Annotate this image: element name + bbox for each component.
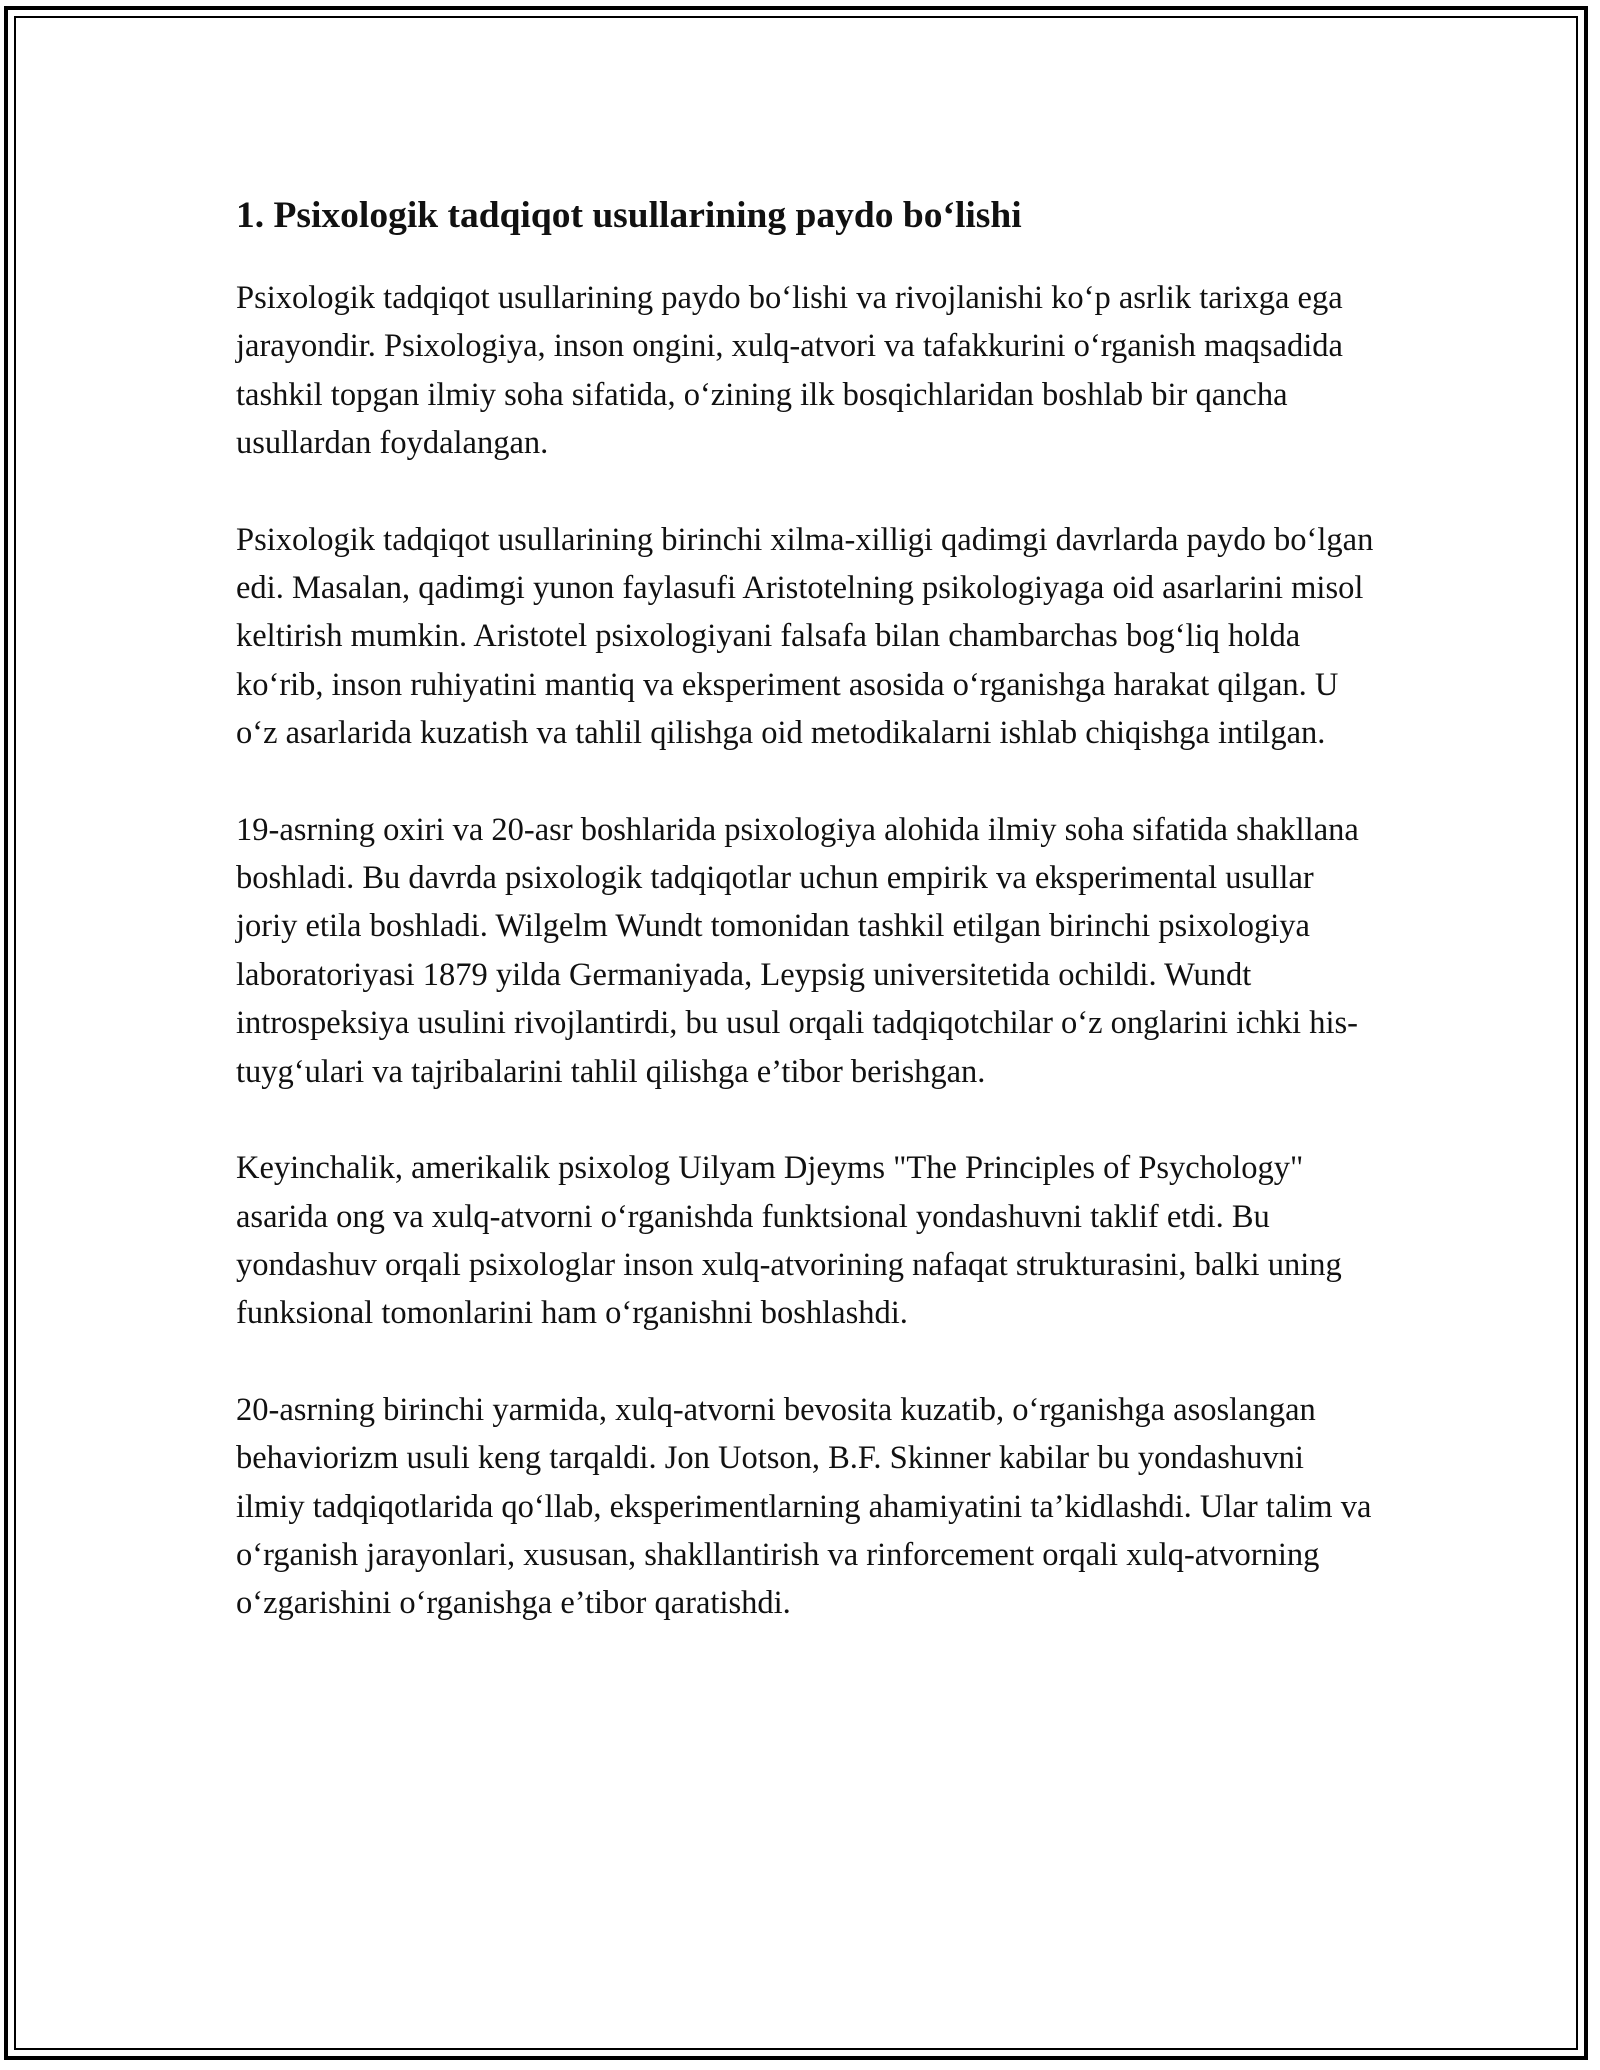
paragraph-intro: Psixologik tadqiqot usullarining paydo bo‘lishi va rivojlanishi ko‘p asrlik tarixga ega jarayondir. Psixologiya, inson ongini, xulq-atvori va tafakkurini o‘rganish maqsadida tashkil topgan ilmiy soha sifatida, o‘zining ilk bosqichlaridan boshlab bir qancha usullardan foydalangan. (236, 280, 1343, 462)
paragraph-wundt-laboratory: 19-asrning oxiri va 20-asr boshlarida psixologiya alohida ilmiy soha sifatida shakllana boshladi. Bu davrda psixologik tadqiqotlar uchun empirik va eksperimental usullar joriy etila boshladi. Wilgelm Wundt tomonidan tashkil etilgan birinchi psixologiya laboratoriyasi 1879 yilda Germaniyada, Leypsig universitetida ochildi. Wundt introspeksiya usulini rivojlantirdi, bu usul orqali tadqiqotchilar o‘z onglarini ichki his-tuyg‘ulari va tajribalarini tahlil qilishga e’tibor berishgan. (236, 811, 1359, 1090)
paragraph-ancient-methods: Psixologik tadqiqot usullarining birinchi xilma-xilligi qadimgi davrlarda paydo bo‘lgan edi. Masalan, qadimgi yunon faylasufi Aristotelning psikologiyaga oid asarlarini misol keltirish mumkin. Aristotel psixologiyani falsafa bilan chambarchas bog‘liq holda ko‘rib, inson ruhiyatini mantiq va eksperiment asosida o‘rganishga harakat qilgan. U o‘z asarlarida kuzatish va tahlil qilishga oid metodikalarni ishlab chiqishga intilgan. (236, 521, 1374, 752)
paragraph-behaviorism: 20-asrning birinchi yarmida, xulq-atvorni bevosita kuzatib, o‘rganishga asoslangan behaviorizm usuli keng tarqaldi. Jon Uotson, B.F. Skinner kabilar bu yondashuvni ilmiy tadqiqotlarida qo‘llab, eksperimentlarning ahamiyatini ta’kidlashdi. Ular talim va o‘rganish jarayonlari, xususan, shakllantirish va rinforcement orqali xulq-atvorning o‘zgarishini o‘rganishga e’tibor qaratishdi. (236, 1391, 1372, 1622)
document-body (236, 188, 1376, 1676)
section-heading: 1. Psixologik tadqiqot usullarining paydo bo‘lishi (236, 195, 1022, 236)
paragraph-william-james: Keyinchalik, amerikalik psixolog Uilyam Djeyms "The Principles of Psychology" asarida ong va xulq-atvorni o‘rganishda funktsional yondashuvni taklif etdi. Bu yondashuv orqali psixologlar inson xulq-atvorining nafaqat strukturasini, balki uning funksional tomonlarini ham o‘rganishni boshlashdi. (236, 1150, 1342, 1332)
